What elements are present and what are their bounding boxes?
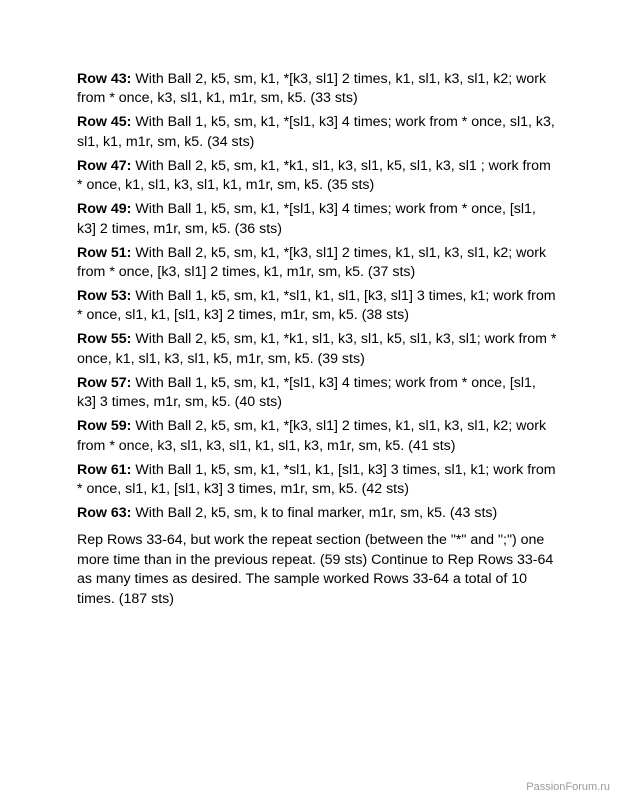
instruction-row — [77, 417, 557, 456]
row-label: Row 57: — [77, 374, 132, 391]
row-label: Row 49: — [77, 201, 132, 218]
row-list — [77, 70, 557, 523]
closing-paragraph: Rep Rows 33-64, but work the repeat section (between the "*" and ";") one more time than in the previous repeat. (59 sts) Continue to Rep Rows 33-64 as many times as desired. The sample worked Rows 33-64 a total of 10 times. (187 sts) — [77, 532, 554, 607]
row-text: With Ball 1, k5, sm, k1, *sl1, k1, sl1, [k3, sl1] 3 times, k1; work from * once, sl1, k1, [sl1, k3] 2 times, m1r, sm, k5. (38 sts) — [77, 288, 556, 324]
row-label: Row 47: — [77, 157, 132, 174]
row-label: Row 43: — [77, 71, 132, 87]
row-text: With Ball 1, k5, sm, k1, *[sl1, k3] 4 times; work from * once, sl1, k3, sl1, k1, m1r, sm, k5. (34 sts) — [77, 114, 555, 150]
row-label: Row 61: — [77, 461, 132, 478]
row-text: With Ball 2, k5, sm, k1, *k1, sl1, k3, sl1, k5, sl1, k3, sl1 ; work from * once, k1, sl1, k3, sl1, k1, m1r, sm, k5. (35 sts) — [77, 157, 551, 194]
row-text: With Ball 1, k5, sm, k1, *[sl1, k3] 4 times; work from * once, [sl1, k3] 2 times, m1r, sm, k5. (36 sts) — [77, 201, 536, 237]
row-label: Row 51: — [77, 244, 132, 261]
instruction-row — [77, 374, 557, 413]
instruction-row — [77, 113, 557, 152]
row-label: Row 59: — [77, 418, 132, 435]
instruction-row — [77, 200, 557, 239]
instruction-row — [77, 244, 557, 283]
instruction-row — [77, 157, 557, 196]
instruction-row — [77, 461, 557, 500]
row-text: With Ball 1, k5, sm, k1, *sl1, k1, [sl1, k3] 3 times, sl1, k1; work from * once, sl1, k1, [sl1, k3] 3 times, m1r, sm, k5. (42 sts) — [77, 461, 556, 498]
instruction-row — [77, 70, 557, 109]
row-label: Row 63: — [77, 505, 132, 522]
row-text: With Ball 2, k5, sm, k1, *[k3, sl1] 2 times, k1, sl1, k3, sl1, k2; work from * once, k3, sl1, k3, sl1, k1, sl1, k3, m1r, sm, k5. (41 sts) — [77, 418, 547, 454]
pattern-instructions — [77, 70, 557, 609]
instruction-row — [77, 287, 557, 326]
row-text: With Ball 2, k5, sm, k1, *[k3, sl1] 2 times, k1, sl1, k3, sl1, k2; work from * once, [k3, sl1] 2 times, k1, m1r, sm, k5. (37 sts) — [77, 244, 547, 281]
row-text: With Ball 2, k5, sm, k to final marker, m1r, sm, k5. (43 sts) — [131, 505, 498, 522]
row-label: Row 53: — [77, 288, 132, 305]
row-text: With Ball 2, k5, sm, k1, *[k3, sl1] 2 times, k1, sl1, k3, sl1, k2; work from * once, k3, sl1, k1, m1r, sm, k5. (33 sts) — [77, 71, 547, 107]
watermark: PassionForum.ru — [526, 781, 610, 793]
row-label: Row 45: — [77, 114, 132, 131]
row-text: With Ball 2, k5, sm, k1, *k1, sl1, k3, sl1, k5, sl1, k3, sl1; work from * once, k1, sl1, k3, sl1, k5, m1r, sm, k5. (39 sts) — [77, 331, 557, 367]
instruction-row — [77, 330, 557, 369]
row-text: With Ball 1, k5, sm, k1, *[sl1, k3] 4 times; work from * once, [sl1, k3] 3 times, m1r, sm, k5. (40 sts) — [77, 374, 536, 411]
row-label: Row 55: — [77, 331, 132, 348]
instruction-row — [77, 504, 557, 523]
